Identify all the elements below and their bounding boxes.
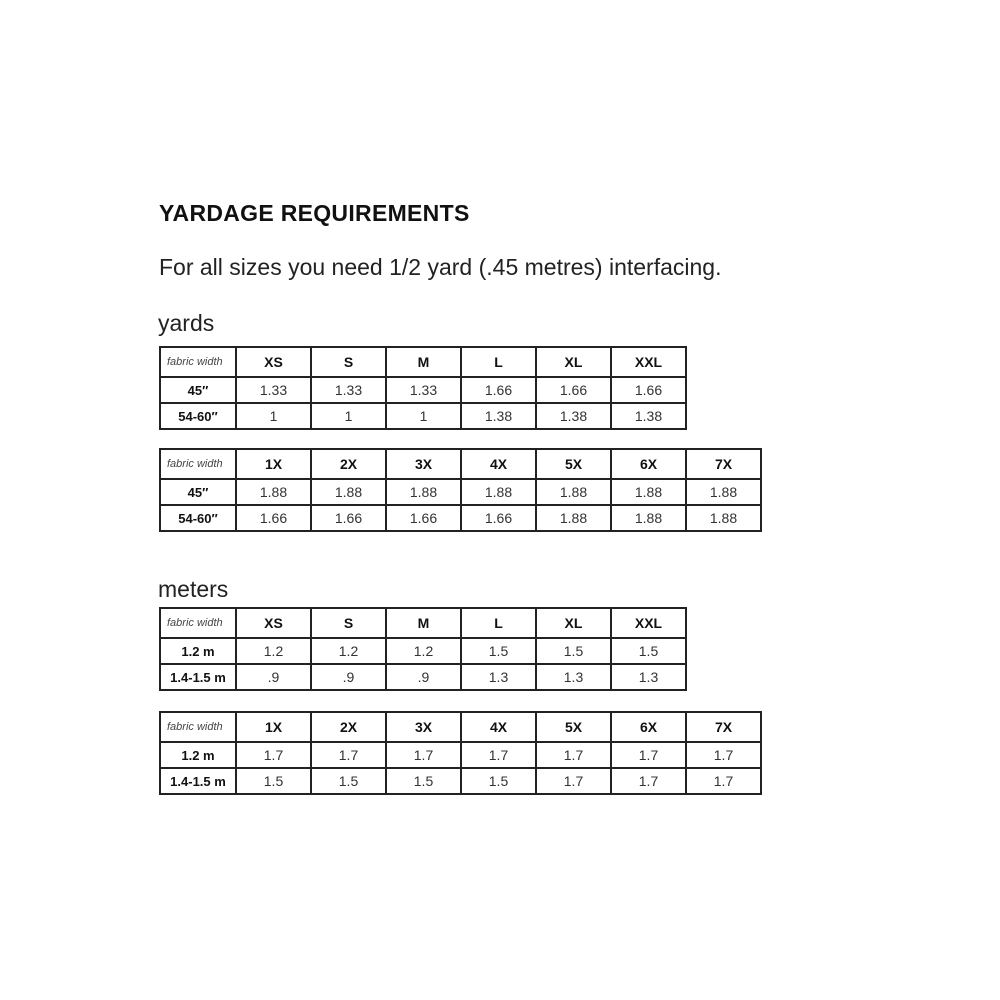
- size-header-row: [160, 449, 761, 479]
- yardage-value: 1.66: [386, 505, 461, 531]
- yardage-value: 1.88: [611, 505, 686, 531]
- yardage-value: 1.7: [236, 742, 311, 768]
- yardage-value: 1: [236, 403, 311, 429]
- size-header: 3X: [386, 449, 461, 479]
- yardage-value: 1.66: [461, 377, 536, 403]
- yardage-value: 1.88: [611, 479, 686, 505]
- meters-section-label: meters: [158, 576, 229, 602]
- yards-section-label: yards: [158, 310, 215, 336]
- yardage-value: 1.33: [311, 377, 386, 403]
- size-header-row: [160, 712, 761, 742]
- size-header: 7X: [686, 449, 761, 479]
- yardage-value: 1.38: [536, 403, 611, 429]
- size-header: XL: [536, 608, 611, 638]
- size-header: 4X: [461, 712, 536, 742]
- size-header: XS: [236, 608, 311, 638]
- yardage-value: 1.7: [536, 768, 611, 794]
- yardage-value: 1.33: [386, 377, 461, 403]
- yardage-value: .9: [311, 664, 386, 690]
- size-header: 7X: [686, 712, 761, 742]
- yardage-value: 1.88: [386, 479, 461, 505]
- yardage-value: 1.88: [311, 479, 386, 505]
- yardage-value: 1.66: [311, 505, 386, 531]
- yardage-value: 1.33: [236, 377, 311, 403]
- yards-table-standard: [159, 346, 687, 430]
- yardage-value: 1.7: [536, 742, 611, 768]
- yardage-value: 1.66: [461, 505, 536, 531]
- fabric-width-value: 45″: [160, 479, 236, 505]
- size-header: 3X: [386, 712, 461, 742]
- size-header: XXL: [611, 347, 686, 377]
- yardage-value: .9: [236, 664, 311, 690]
- yardage-value: 1.7: [686, 768, 761, 794]
- yardage-value: 1.7: [686, 742, 761, 768]
- size-header: L: [461, 347, 536, 377]
- size-header: 6X: [611, 712, 686, 742]
- table-row: [160, 664, 686, 690]
- fabric-width-value: 1.4-1.5 m: [160, 664, 236, 690]
- size-header-row: [160, 608, 686, 638]
- size-header: 1X: [236, 449, 311, 479]
- yardage-value: 1.5: [236, 768, 311, 794]
- fabric-width-header: fabric width: [160, 449, 236, 479]
- size-header: XS: [236, 347, 311, 377]
- meters-table-plus: [159, 711, 762, 795]
- page-title: YARDAGE REQUIREMENTS: [159, 200, 470, 226]
- size-header: XXL: [611, 608, 686, 638]
- yardage-value: 1.66: [536, 377, 611, 403]
- yardage-value: 1.2: [386, 638, 461, 664]
- yardage-value: 1.66: [236, 505, 311, 531]
- table-row: [160, 479, 761, 505]
- yardage-value: 1.88: [686, 505, 761, 531]
- table-row: [160, 505, 761, 531]
- yardage-value: 1.2: [236, 638, 311, 664]
- yardage-value: 1.38: [611, 403, 686, 429]
- fabric-width-header: fabric width: [160, 712, 236, 742]
- fabric-width-value: 54-60″: [160, 505, 236, 531]
- size-header: S: [311, 608, 386, 638]
- yardage-value: 1.5: [611, 638, 686, 664]
- table-row: [160, 768, 761, 794]
- yardage-value: 1.5: [536, 638, 611, 664]
- size-header: 5X: [536, 449, 611, 479]
- size-header: S: [311, 347, 386, 377]
- size-header: XL: [536, 347, 611, 377]
- fabric-width-value: 1.2 m: [160, 638, 236, 664]
- yardage-value: 1.66: [611, 377, 686, 403]
- meters-table-standard: [159, 607, 687, 691]
- yardage-value: 1.7: [611, 742, 686, 768]
- yardage-value: 1.5: [311, 768, 386, 794]
- table-row: [160, 638, 686, 664]
- yardage-value: 1.7: [311, 742, 386, 768]
- table-row: [160, 403, 686, 429]
- yardage-value: 1.5: [461, 638, 536, 664]
- yardage-value: 1.3: [611, 664, 686, 690]
- size-header: M: [386, 608, 461, 638]
- yardage-value: 1.5: [461, 768, 536, 794]
- yardage-value: 1: [311, 403, 386, 429]
- yardage-value: 1.88: [536, 479, 611, 505]
- fabric-width-value: 1.4-1.5 m: [160, 768, 236, 794]
- yardage-value: 1.3: [536, 664, 611, 690]
- fabric-width-header: fabric width: [160, 608, 236, 638]
- yardage-value: 1.88: [686, 479, 761, 505]
- yardage-value: 1.7: [611, 768, 686, 794]
- size-header: 4X: [461, 449, 536, 479]
- yardage-value: 1.7: [461, 742, 536, 768]
- yardage-value: 1.88: [536, 505, 611, 531]
- yardage-value: 1.88: [461, 479, 536, 505]
- size-header: M: [386, 347, 461, 377]
- table-row: [160, 742, 761, 768]
- yardage-value: 1.7: [386, 742, 461, 768]
- size-header: 2X: [311, 449, 386, 479]
- yardage-value: 1.38: [461, 403, 536, 429]
- interfacing-note: For all sizes you need 1/2 yard (.45 metres) interfacing.: [159, 254, 722, 280]
- size-header: 2X: [311, 712, 386, 742]
- size-header: 5X: [536, 712, 611, 742]
- fabric-width-value: 1.2 m: [160, 742, 236, 768]
- yardage-value: 1.3: [461, 664, 536, 690]
- yards-table-plus: [159, 448, 762, 532]
- table-row: [160, 377, 686, 403]
- yardage-value: 1.5: [386, 768, 461, 794]
- size-header: 6X: [611, 449, 686, 479]
- yardage-value: .9: [386, 664, 461, 690]
- size-header: 1X: [236, 712, 311, 742]
- fabric-width-header: fabric width: [160, 347, 236, 377]
- size-header: L: [461, 608, 536, 638]
- size-header-row: [160, 347, 686, 377]
- yardage-value: 1: [386, 403, 461, 429]
- fabric-width-value: 54-60″: [160, 403, 236, 429]
- yardage-value: 1.2: [311, 638, 386, 664]
- yardage-value: 1.88: [236, 479, 311, 505]
- fabric-width-value: 45″: [160, 377, 236, 403]
